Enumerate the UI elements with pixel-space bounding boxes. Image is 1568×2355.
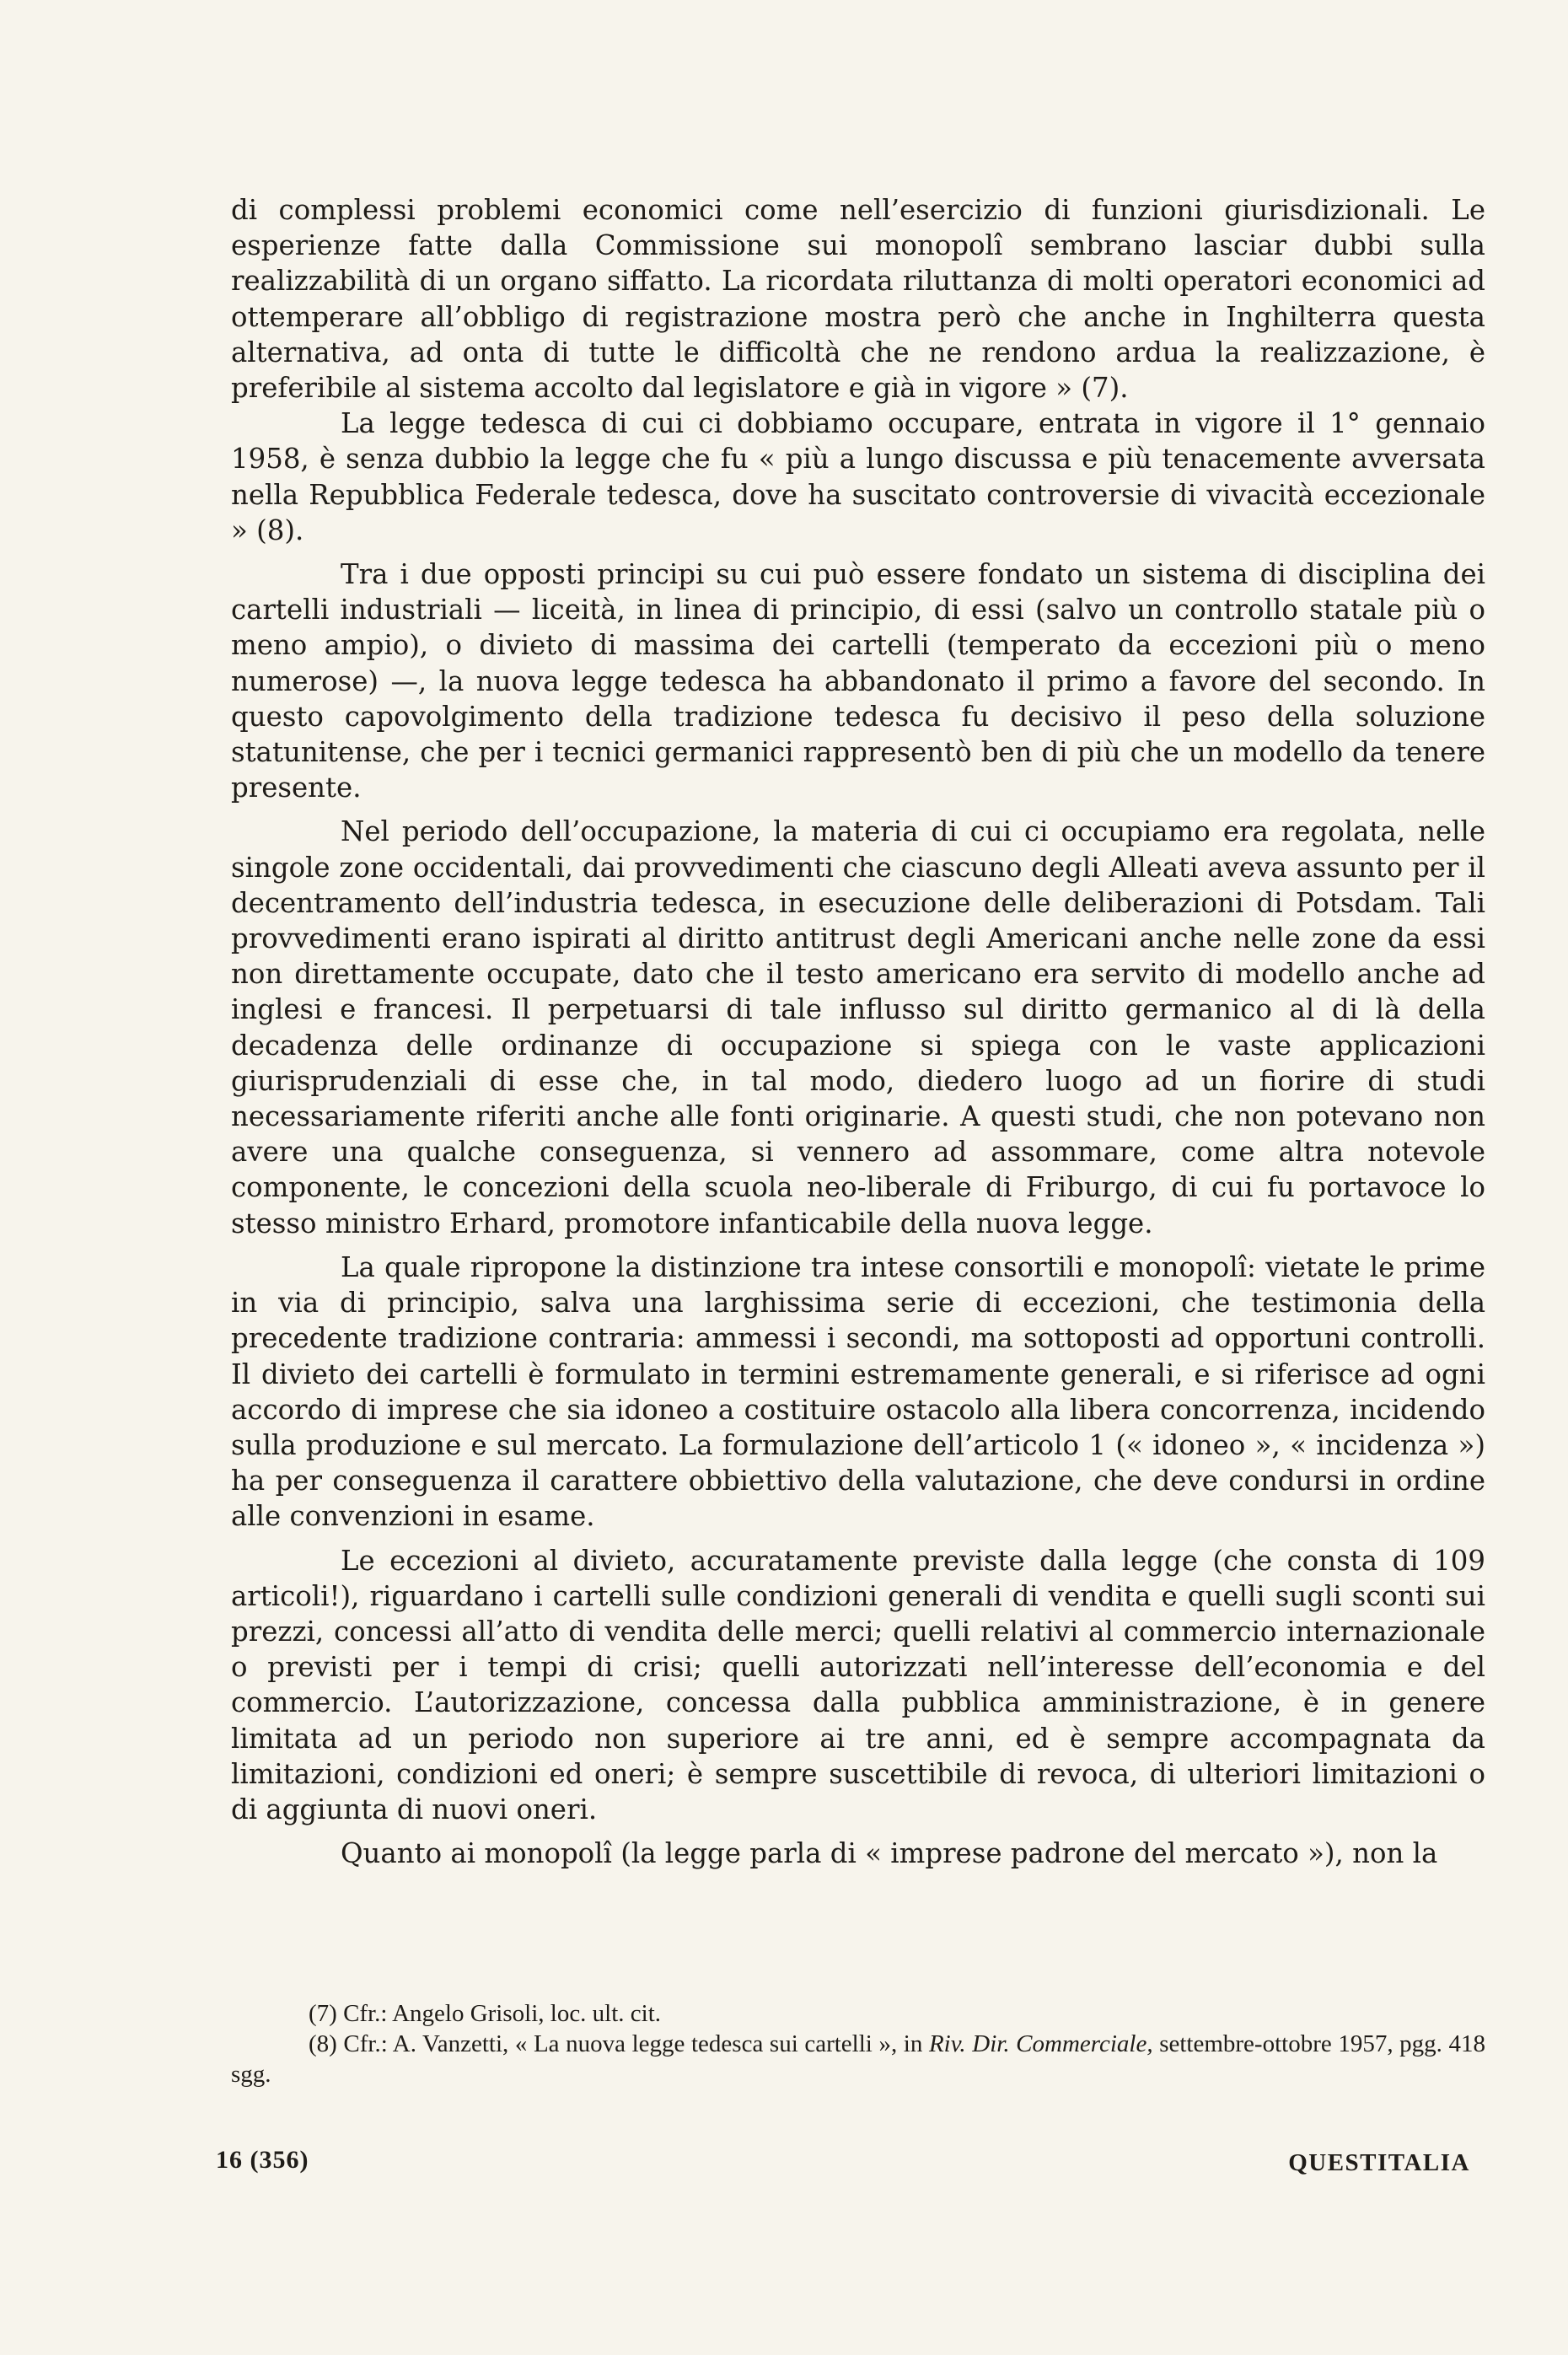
footnote-7: (7) Cfr.: Angelo Grisoli, loc. ult. cit.: [309, 2000, 662, 2027]
footnote-8-details: settembre-ottobre 1957, pgg. 418 sgg.: [231, 2030, 1486, 2088]
body-text: [231, 192, 1485, 1871]
paragraph-monopoli: Quanto ai monopolî (la legge parla di « imprese padrone del mercato »), non la: [341, 1837, 1438, 1870]
paragraph-intese-monopoli: La quale ripropone la distinzione tra intese consortili e monopolî: vietate le prime in via di principio, salva una larghissima serie di eccezioni, che testimonia della precedente tradizione contraria: ammessi i secondi, ma sottoposti ad opportuni controlli. Il divieto dei cartelli è formulato in termini estremamente generali, e si riferisce ad ogni accordo di imprese che sia idoneo a costituire ostacolo alla libera concorrenza, incidendo sulla produzione e sul mercato. La formulazione dell’articolo 1 (« idoneo », « incidenza ») ha per conseguenza il carattere obbiettivo della valutazione, che deve condursi in ordine alle convenzioni in esame.: [231, 1250, 1485, 1533]
footnote-8-text: (8) Cfr.: A. Vanzetti, « La nuova legge tedesca sui cartelli », in: [309, 2030, 929, 2057]
paragraph-occupazione: Nel periodo dell’occupazione, la materia di cui ci occupiamo era regolata, nelle singole zone occidentali, dai provvedimenti che ciascuno degli Alleati aveva assunto per il decentramento dell’industria tedesca, in esecuzione delle deliberazioni di Potsdam. Tali provvedimenti erano ispirati al diritto antitrust degli Americani anche nelle zone da essi non direttamente occupate, dato che il testo americano era servito di modello anche ad inglesi e francesi. Il perpetuarsi di tale influsso sul diritto germanico al di là della decadenza delle ordinanze di occupazione si spiega con le vaste applicazioni giurisprudenziali di esse che, in tal modo, diedero luogo ad un fiorire di studi necessariamente riferiti anche alle fonti originarie. A questi studi, che non potevano non avere una qualche conseguenza, si vennero ad assommare, come altra notevole componente, le concezioni della scuola neo-liberale di Friburgo, di cui fu portavoce lo stesso ministro Erhard, promotore infanticabile della nuova legge.: [231, 815, 1485, 1239]
paragraph-opposti-principi: Tra i due opposti principi su cui può essere fondato un sistema di disciplina dei cartelli industriali — liceità, in linea di principio, di essi (salvo un controllo statale più o meno ampio), o divieto di massima dei cartelli (temperato da eccezioni più o meno numerose) —, la nuova legge tedesca ha abbandonato il primo a favore del secondo. In questo capovolgimento della tradizione tedesca fu decisivo il peso della soluzione statunitense, che per i tecnici germanici rappresentò ben di più che un modello da tenere presente.: [231, 558, 1485, 804]
footnote-8: [231, 2029, 1485, 2089]
footnote-8-journal: Riv. Dir. Commerciale,: [928, 2030, 1153, 2057]
footnotes: [231, 1998, 1485, 2089]
paragraph-eccezioni: Le eccezioni al divieto, accuratamente previste dalla legge (che consta di 109 articoli!), riguardano i cartelli sulle condizioni generali di vendita e quelli sugli sconti sui prezzi, concessi all’atto di vendita delle merci; quelli relativi al commercio internazionale o previsti per i tempi di crisi; quelli autorizzati nell’interesse dell’economia e del commercio. L’autorizzazione, concessa dalla pubblica amministrazione, è in genere limitata ad un periodo non superiore ai tre anni, ed è sempre accompagnata da limitazioni, condizioni ed oneri; è sempre suscettibile di revoca, di ulteriori limitazioni o di aggiunta di nuovi oneri.: [231, 1544, 1485, 1825]
running-title: QUESTITALIA: [1288, 2149, 1470, 2176]
page-number: 16 (356): [216, 2146, 309, 2174]
paragraph-legge-tedesca: La legge tedesca di cui ci dobbiamo occupare, entrata in vigore il 1° gennaio 1958, è senza dubbio la legge che fu « più a lungo discussa e più tenacemente avversata nella Repubblica Federale tedesca, dove ha suscitato controversie di vivacità eccezionale » (8).: [231, 407, 1485, 546]
paragraph-continuation: di complessi problemi economici come nell’esercizio di funzioni giurisdizionali. Le esperienze fatte dalla Commissione sui monopolî sembrano lasciar dubbi sulla realizzabilità di un organo siffatto. La ricordata riluttanza di molti operatori economici ad ottemperare all’obbligo di registrazione mostra però che anche in Inghilterra questa alternativa, ad onta di tutte le difficoltà che ne rendono ardua la realizzazione, è preferibile al sistema accolto dal legislatore e già in vigore » (7).: [231, 194, 1485, 405]
